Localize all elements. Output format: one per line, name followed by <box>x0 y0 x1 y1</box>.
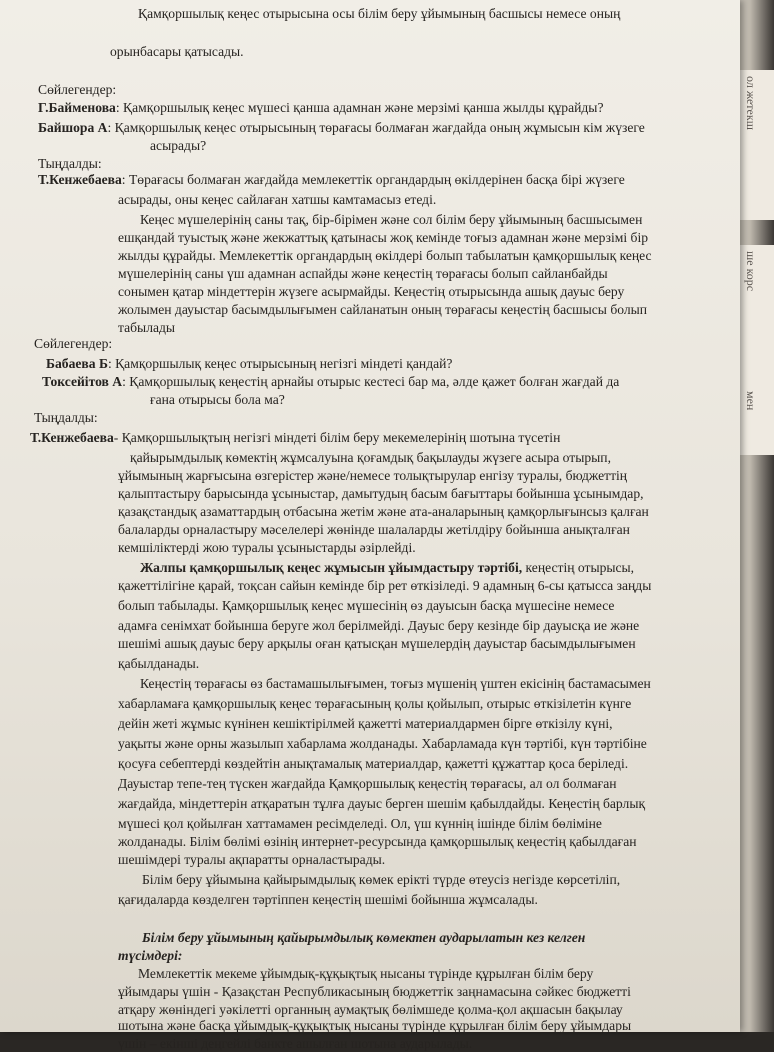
section-heading: Сөйлегендер: <box>38 82 117 97</box>
answer-line <box>30 430 560 446</box>
answer-line: балаларды орналастыру мәселелері жөнінде шалаларды жетілдіру бойынша анықталған <box>118 522 630 537</box>
answer-text: - Қамқоршылықтың негізгі міндеті білім беру мекемелерінің шотына түсетін <box>113 430 561 445</box>
answer-line: қазақстандық азаматтардың отбасына жетім және ата-аналарының қамқорлығынсыз қалған <box>118 504 649 519</box>
answer-line: Кеңес мүшелерінің саны тақ, бір-бірімен және сол білім беру ұйымының басшысымен <box>140 212 643 227</box>
side-paper-text: мен <box>744 391 758 411</box>
side-paper-text: ше корс <box>744 251 758 292</box>
speaker-line-cont: ғана отырысы бола ма? <box>150 392 285 407</box>
speaker-name: Токсейітов А <box>42 374 123 389</box>
paragraph-line: атқару жөніндегі уәкілетті органның аумақтық бөлімшеде қолма-қол ақшасын бақылау <box>118 1002 623 1017</box>
paragraph-line: шотына және басқа ұйымдық-құқықтық нысаны түрінде құрылған білім беру ұйымдары <box>118 1018 632 1033</box>
answer-line: сонымен қатар міндеттерін жүзеге асырмайды. Кеңестің отырысында ашық дауыс беру <box>118 284 625 299</box>
speaker-text: : Қамқоршылық кеңестің арнайы отырыс кестесі бар ма, әлде қажет болған жағдай да <box>122 374 620 389</box>
answer-line: ұйымының жарғысына өзгерістер және/немесе толықтырулар енгізу туралы, бюджеттің <box>118 468 628 483</box>
paragraph-line: адамға сенімхат бойынша беруге жол берілмейді. Дауыс беру кезінде бір дауысқа ие және <box>118 618 640 633</box>
paragraph-text: кеңестің отырысы, <box>522 560 635 575</box>
paragraph-line: қосуға себептерді көздейтін анықтамалық материалдар, қажетті құжаттар қоса беріледі. <box>118 756 629 771</box>
speaker-name: Байшора А <box>38 120 108 135</box>
paragraph-line: хабарламаға қамқоршылық кеңес төрағасының қолы қойылып, отырыс өткізілетін күнге <box>118 696 632 711</box>
paragraph-line: Мемлекеттік мекеме ұйымдық-құқықтық нысаны түрінде құрылған білім беру <box>138 966 594 981</box>
speaker-name: Г.Байменова <box>38 100 116 115</box>
speaker-name: Т.Кенжебаева <box>30 430 114 445</box>
speaker-line <box>38 120 645 136</box>
paragraph-line: қабылданады. <box>118 656 200 671</box>
paragraph-line: шешімдері туралы ақпаратты орналастырады. <box>118 852 386 867</box>
paragraph-line: Кеңестің төрағасы өз бастамашылығымен, тоғыз мүшенің үштен екісінің бастамасымен <box>140 676 651 691</box>
answer-line: қайырымдылық көмектің жұмсалуына қоғамдық бақылауды жүзеге асыра отырып, <box>130 450 611 465</box>
speaker-name: Бабаева Б <box>46 356 108 371</box>
speaker-text: : Қамқоршылық кеңес отырысының төрағасы болмаған жағдайда оның жұмысын кім жүзеге <box>107 120 645 135</box>
paragraph-line: мүшесі қол қойылған хаттамамен ресімделеді. Ол, үш күннің ішінде білім бөліміне <box>118 816 602 831</box>
answer-line <box>38 172 625 188</box>
section-title: түсімдері: <box>118 948 183 963</box>
speaker-line <box>38 100 603 116</box>
speaker-name: Т.Кенжебаева <box>38 172 122 187</box>
paragraph-line: жағдайда, міндеттерін атқаратын тұлға дауыс берген шешім қабылдайды. Кеңестің барлық <box>118 796 646 811</box>
section-heading: Сөйлегендер: <box>34 336 113 351</box>
speaker-text: : Қамқоршылық кеңес мүшесі қанша адамнан және мерзімі қанша жылды құрайды? <box>115 100 604 115</box>
speaker-line-cont: асырады? <box>150 138 207 153</box>
speaker-line <box>46 356 452 372</box>
section-title: Білім беру ұйымының қайырымдылық көмектен аударылатын кез келген <box>142 930 586 945</box>
answer-line: мүшелерінің саны үш адамнан аспайды және кеңестің төрағасы болып сайланбайды <box>118 266 608 281</box>
section-heading: Тыңдалды: <box>34 410 98 425</box>
paragraph-line: шешімі ашық дауыс беру арқылы оған қатысқан мүшелердің дауыстар басымдылығымен <box>118 636 636 651</box>
speaker-line <box>42 374 619 390</box>
paragraph-line: Білім беру ұйымына қайырымдылық көмек ерікті түрде өтеусіз негізде көрсетіліп, <box>142 872 621 887</box>
answer-text: : Төрағасы болмаған жағдайда мемлекеттік органдардың өкілдерінен басқа бірі жүзеге <box>121 172 625 187</box>
answer-line: қалыптастыру барысында ұсыныстар, дамытудың басым бағыттары бойынша ұсынымдар, <box>118 486 644 501</box>
paragraph-line: болып табылады. Қамқоршылық кеңес мүшесінің өз дауысын басқа мүшесіне немесе <box>118 598 615 613</box>
paragraph-line: Дауыстар тепе-тең түскен жағдайда Қамқоршылық кеңестің төрағасы, ал ол болмаған <box>118 776 617 791</box>
paragraph-line: ұйымдары үшін - Қазақстан Республикасының бюджеттік заңнамасына сәйкес бюджетті <box>118 984 631 999</box>
paragraph-lead: Жалпы қамқоршылық кеңес жұмысын ұйымдастыру тәртібі, <box>140 560 523 575</box>
answer-line: кемшіліктерді жою туралы ұсыныстарды әзірлейді. <box>118 540 416 555</box>
answer-line: жылды құрайды. Мемлекеттік органдардың өкілдері болып табылатын қамқоршылық кеңес <box>118 248 652 263</box>
paragraph-line: қағидаларда көзделген тәртіппен кеңестің шешімі бойынша жұмсалады. <box>118 892 538 907</box>
speaker-text: : Қамқоршылық кеңес отырысының негізгі міндеті қандай? <box>107 356 453 371</box>
answer-line: жолымен дауыстар басымдылығымен сайланатын оның төрағасы кеңестің басшысы болып <box>118 302 648 317</box>
intro-line: Қамқоршылық кеңес отырысына осы білім беру ұйымының басшысы немесе оның <box>138 6 621 21</box>
answer-line: табылады <box>118 320 176 335</box>
section-heading: Тыңдалды: <box>38 156 102 171</box>
paragraph-line: жолданады. Білім бөлімі өзінің интернет-ресурсында қамқоршылық кеңестің қабылдаған <box>118 834 637 849</box>
paragraph-line <box>140 560 634 576</box>
answer-line: ешқандай туыстық және жекжаттық қатынасы жоқ кемінде тоғыз адамнан және мерзімі бір <box>118 230 649 245</box>
intro-line: орынбасары қатысады. <box>110 44 244 59</box>
paragraph-line: қажеттілігіне қарай, тоқсан сайын кемінде бір рет өткізіледі. 9 адамның 6-сы қатысса заңды <box>118 578 652 593</box>
answer-line: асырады, оны кеңес сайлаған хатшы камтамасыз етеді. <box>118 192 437 207</box>
paragraph-line: дейін жеті жұмыс күнінен кешіктірілмей қажетті материалдармен бірге өткізілу күні, <box>118 716 613 731</box>
side-paper-text: ол жетекш <box>744 76 758 130</box>
paragraph-line: уақыты және орны жазылып хабарлама жолданады. Хабарламада күн тәртібі, күн тәртібіне <box>118 736 647 751</box>
paragraph-line: үшін – екінші деңгейлі банкте ашылған шотына аударылады. <box>118 1036 473 1051</box>
